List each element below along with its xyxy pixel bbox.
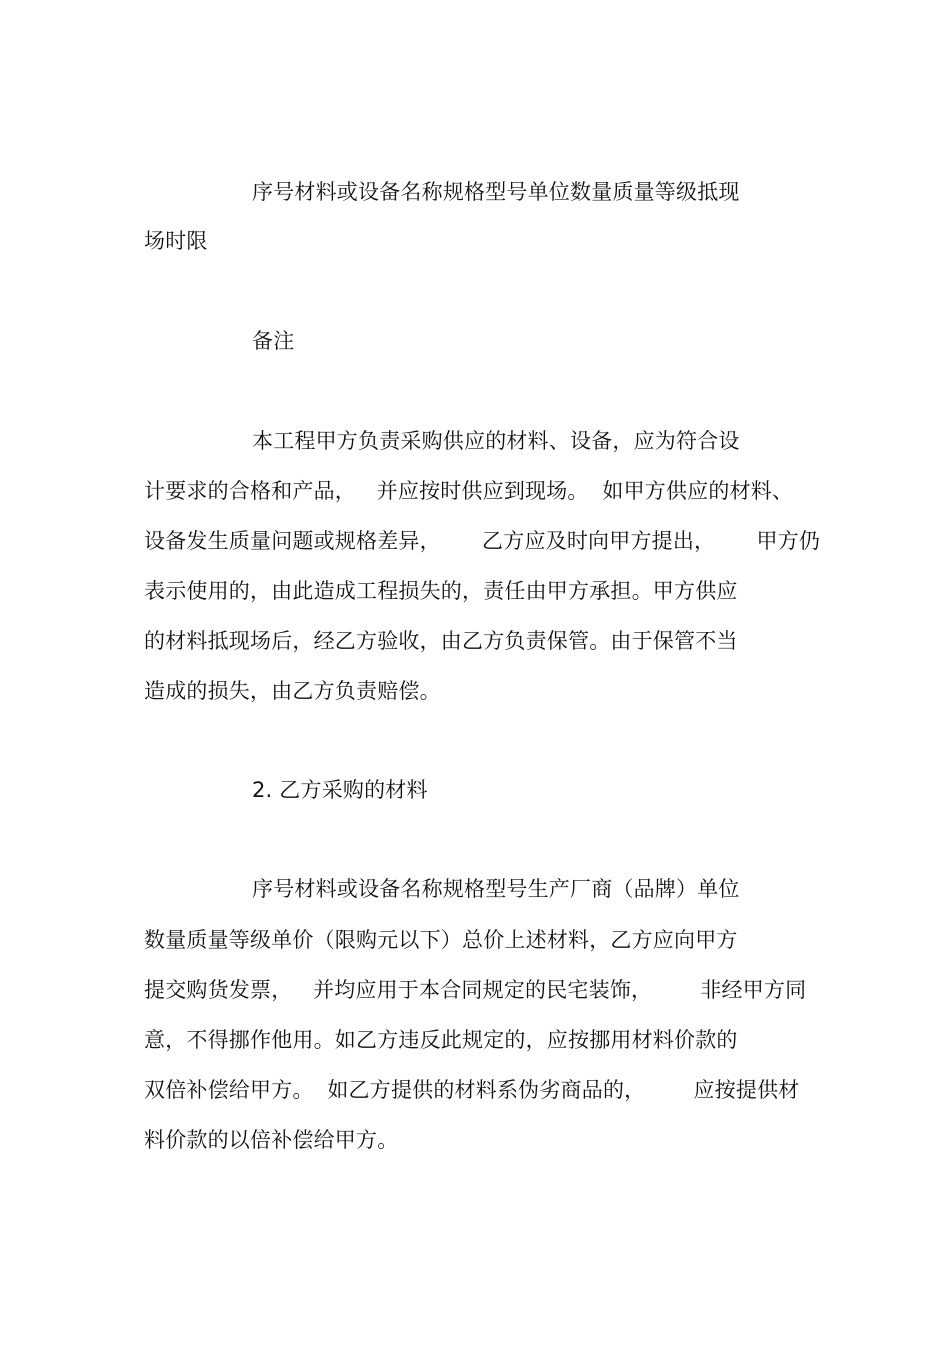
paragraph-2-line-1: 序号材料或设备名称规格型号生产厂商（品牌）单位	[252, 877, 740, 901]
paragraph-1-line-5: 的材料抵现场后，经乙方验收，由乙方负责保管。由于保管不当	[144, 629, 738, 653]
table-header-line-1: 序号材料或设备名称规格型号单位数量质量等级抵现	[252, 180, 740, 204]
table-header-line-2: 场时限	[144, 229, 208, 253]
paragraph-1-line-1: 本工程甲方负责采购供应的材料、设备，应为符合设	[252, 429, 740, 453]
paragraph-2-line-6: 料价款的以倍补偿给甲方。	[144, 1128, 399, 1152]
paragraph-1-line-3: 设备发生质量问题或规格差异， 乙方应及时向甲方提出， 甲方仍	[144, 529, 821, 553]
paragraph-1-line-4: 表示使用的，由此造成工程损失的，责任由甲方承担。甲方供应	[144, 579, 738, 603]
paragraph-2-line-5: 双倍补偿给甲方。 如乙方提供的材料系伪劣商品的， 应按提供材	[144, 1078, 800, 1102]
remarks-label: 备注	[252, 329, 295, 353]
paragraph-2-line-3: 提交购货发票， 并均应用于本合同规定的民宅装饰， 非经甲方同	[144, 978, 807, 1002]
paragraph-1-line-2: 计要求的合格和产品， 并应按时供应到现场。 如甲方供应的材料、	[144, 479, 794, 503]
paragraph-2-line-4: 意，不得挪作他用。如乙方违反此规定的，应按挪用材料价款的	[144, 1028, 738, 1052]
section-heading: 2. 乙方采购的材料	[252, 778, 428, 802]
paragraph-2-line-2: 数量质量等级单价（限购元以下）总价上述材料，乙方应向甲方	[144, 928, 738, 952]
paragraph-1-line-6: 造成的损失，由乙方负责赔偿。	[144, 679, 441, 703]
